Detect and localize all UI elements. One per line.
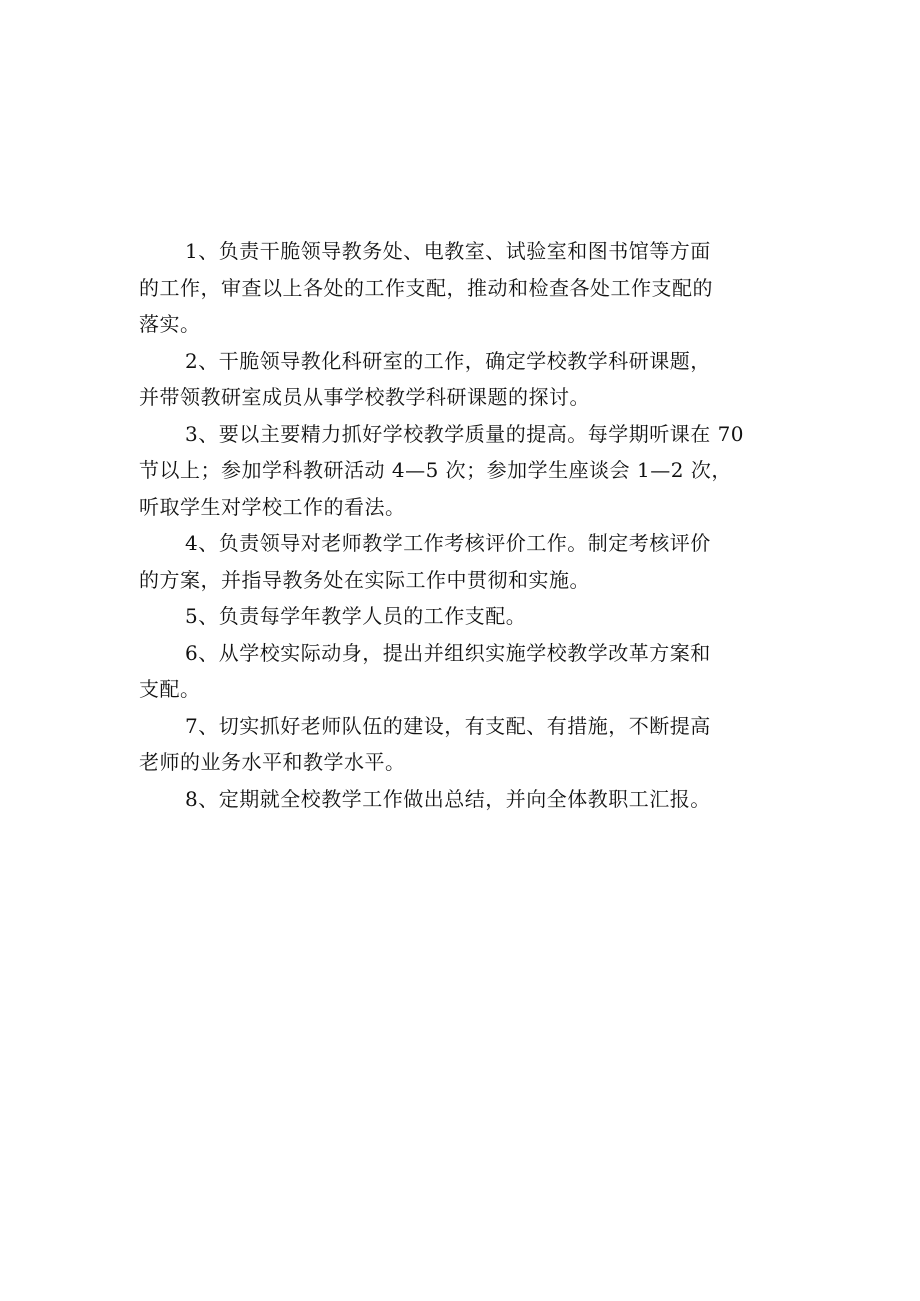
- paragraph-line: 4、负责领导对老师教学工作考核评价工作。制定考核评价: [185, 531, 711, 555]
- paragraph-line: 落实。: [139, 312, 201, 336]
- paragraph-line: 老师的业务水平和教学水平。: [139, 750, 406, 774]
- paragraph-6: [139, 635, 784, 708]
- paragraph-3: [139, 416, 784, 526]
- paragraph-line: 并带领教研室成员从事学校教学科研课题的探讨。: [139, 385, 590, 409]
- paragraph-line: 3、要以主要精力抓好学校教学质量的提高。每学期听课在 70: [185, 421, 745, 446]
- paragraph-4: [139, 525, 784, 598]
- paragraph-line: 1、负责干脆领导教务处、电教室、试验室和图书馆等方面: [185, 239, 711, 263]
- paragraph-line: 的工作，审查以上各处的工作支配，推动和检查各处工作支配的: [139, 275, 713, 300]
- paragraph-line: 节以上；参加学科教研活动 4—5 次；参加学生座谈会 1—2 次，: [139, 458, 732, 482]
- paragraph-line: 听取学生对学校工作的看法。: [139, 494, 406, 519]
- paragraph-line: 支配。: [139, 677, 201, 701]
- paragraph-line: 7、切实抓好老师队伍的建设，有支配、有措施，不断提高: [185, 713, 711, 738]
- paragraph-line: 2、干脆领导教化科研室的工作，确定学校教学科研课题，: [185, 348, 711, 373]
- paragraph-1: [139, 233, 784, 343]
- paragraph-line: 8、定期就全校教学工作做出总结，并向全体教职工汇报。: [185, 786, 711, 811]
- paragraph-2: [139, 343, 784, 416]
- paragraph-5: [139, 598, 784, 635]
- paragraph-line: 6、从学校实际动身，提出并组织实施学校教学改革方案和: [185, 640, 711, 665]
- document-body: [139, 233, 784, 817]
- paragraph-8: [139, 781, 784, 818]
- paragraph-line: 5、负责每学年教学人员的工作支配。: [185, 604, 527, 628]
- paragraph-7: [139, 708, 784, 781]
- paragraph-line: 的方案，并指导教务处在实际工作中贯彻和实施。: [139, 567, 590, 592]
